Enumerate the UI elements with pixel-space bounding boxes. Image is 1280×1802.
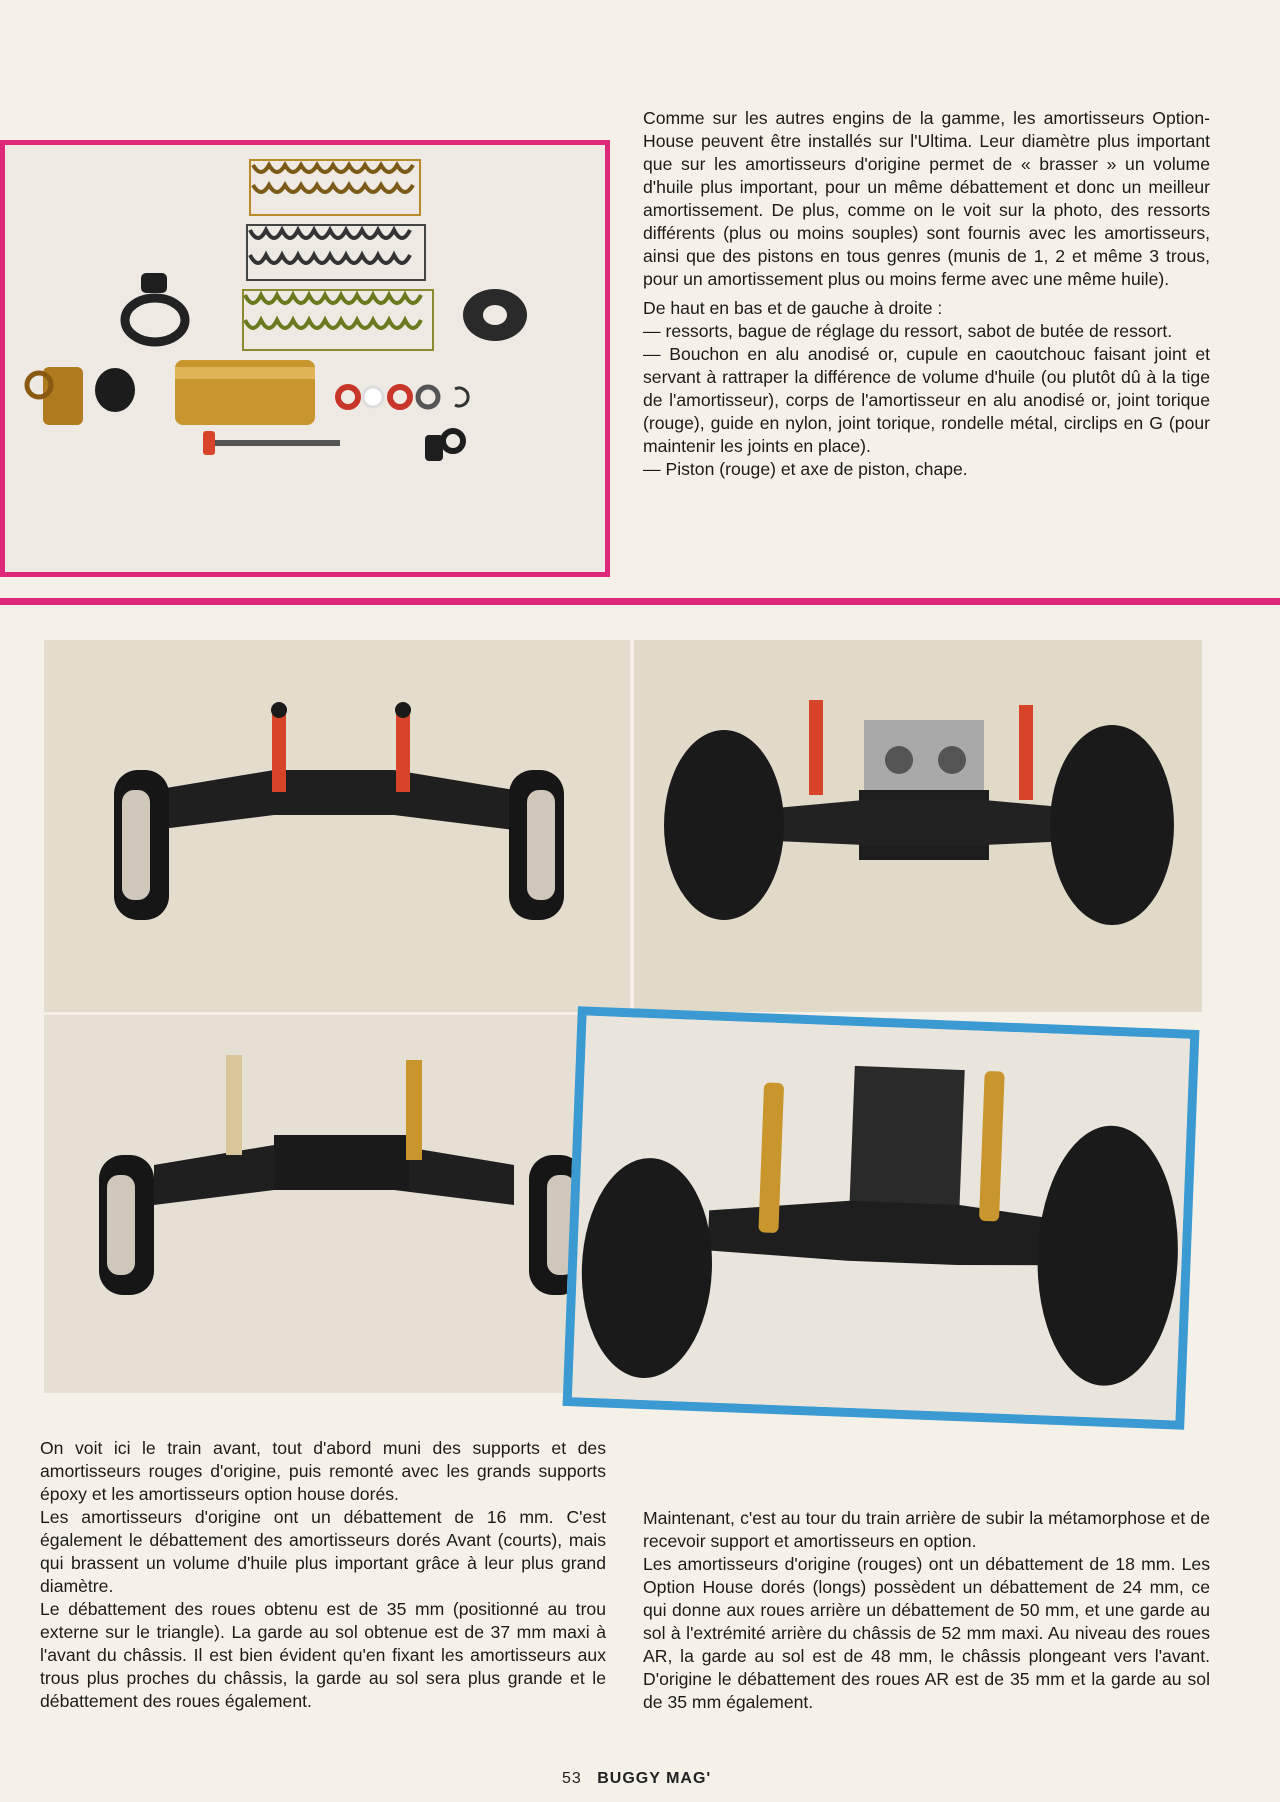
rear-axle-red-shocks-photo	[634, 640, 1202, 1012]
shock-parts-photo-frame	[0, 140, 610, 577]
rear-axle-caption-paragraph: Maintenant, c'est au tour du train arrière de subir la métamorphose et de recevoir support et amortisseurs en option.	[643, 1508, 1210, 1551]
front-axle-caption-paragraph: Les amortisseurs d'origine ont un débattement de 16 mm. C'est également le débattement des amortisseurs dorés Avant (courts), mais qui brassent un volume d'huile plus important grâce à leur plus grand diamètre.	[40, 1507, 606, 1596]
shock-parts-photo	[5, 145, 605, 572]
rear-axle-caption-paragraph: Les amortisseurs d'origine (rouges) ont un débattement de 18 mm. Les Option House dorés (longs) possèdent un débattement de 24 mm, ce qui donne aux roues arrière un débattement de 50 mm, et une garde au sol à l'extrémité arrière du châssis de 52 mm maxi. Au niveau des roues AR, la garde au sol est de 48 mm, le châssis plongeant vers l'avant. D'origine le débattement des roues AR est de 35 mm et la garde au sol de 35 mm également.	[643, 1554, 1210, 1712]
parts-caption-paragraph: Comme sur les autres engins de la gamme, les amortisseurs Option-House peuvent être installés sur l'Ultima. Leur diamètre plus important que sur les amortisseurs d'origine permet de « brasser » un volume d'huile plus important, pour un même débattement et donc un meilleur amortissement. De plus, comme on le voit sur la photo, des ressorts différents (plus ou moins souples) sont fournis avec les amortisseurs, ainsi que des pistons en tous genres (munis de 1, 2 et même 3 trous, pour un amortissement plus ou moins ferme avec une même huile).	[643, 108, 1210, 289]
rear-axle-caption	[643, 1507, 1210, 1714]
front-axle-caption-paragraph: On voit ici le train avant, tout d'abord muni des supports et des amortisseurs rouges d'origine, puis remonté avec les grands supports époxy et les amortisseurs option house dorés.	[40, 1438, 606, 1504]
parts-list-item: — Piston (rouge) et axe de piston, chape.	[643, 459, 968, 479]
front-axle-caption	[40, 1437, 606, 1713]
page-footer	[562, 1770, 711, 1788]
parts-list-intro: De haut en bas et de gauche à droite :	[643, 298, 943, 318]
rear-axle-gold-shocks-photo	[563, 1006, 1200, 1430]
section-divider	[0, 598, 1280, 605]
parts-list-item: — ressorts, bague de réglage du ressort, sabot de butée de ressort.	[643, 321, 1173, 341]
front-axle-gold-shocks-photo	[44, 1015, 630, 1393]
front-axle-red-shocks-photo	[44, 640, 630, 1012]
page-number: 53	[562, 1770, 582, 1787]
parts-list-item: — Bouchon en alu anodisé or, cupule en caoutchouc faisant joint et servant à rattraper la différence de volume d'huile (ou plutôt dû à la tige de l'amortisseur), corps de l'amortisseur en alu anodisé or, joint torique (rouge), guide en nylon, joint torique, rondelle métal, circlips en G (pour maintenir les joints en place).	[643, 344, 1210, 456]
parts-caption	[643, 107, 1210, 481]
magazine-name: BUGGY MAG'	[597, 1770, 712, 1787]
front-axle-caption-paragraph: Le débattement des roues obtenu est de 35 mm (positionné au trou externe sur le triangle). La garde au sol obtenue est de 37 mm maxi à l'avant du châssis. Il est bien évident qu'en fixant les amortisseurs aux trous plus proches du châssis, la garde au sol sera plus grande et le débattement des roues également.	[40, 1599, 606, 1711]
